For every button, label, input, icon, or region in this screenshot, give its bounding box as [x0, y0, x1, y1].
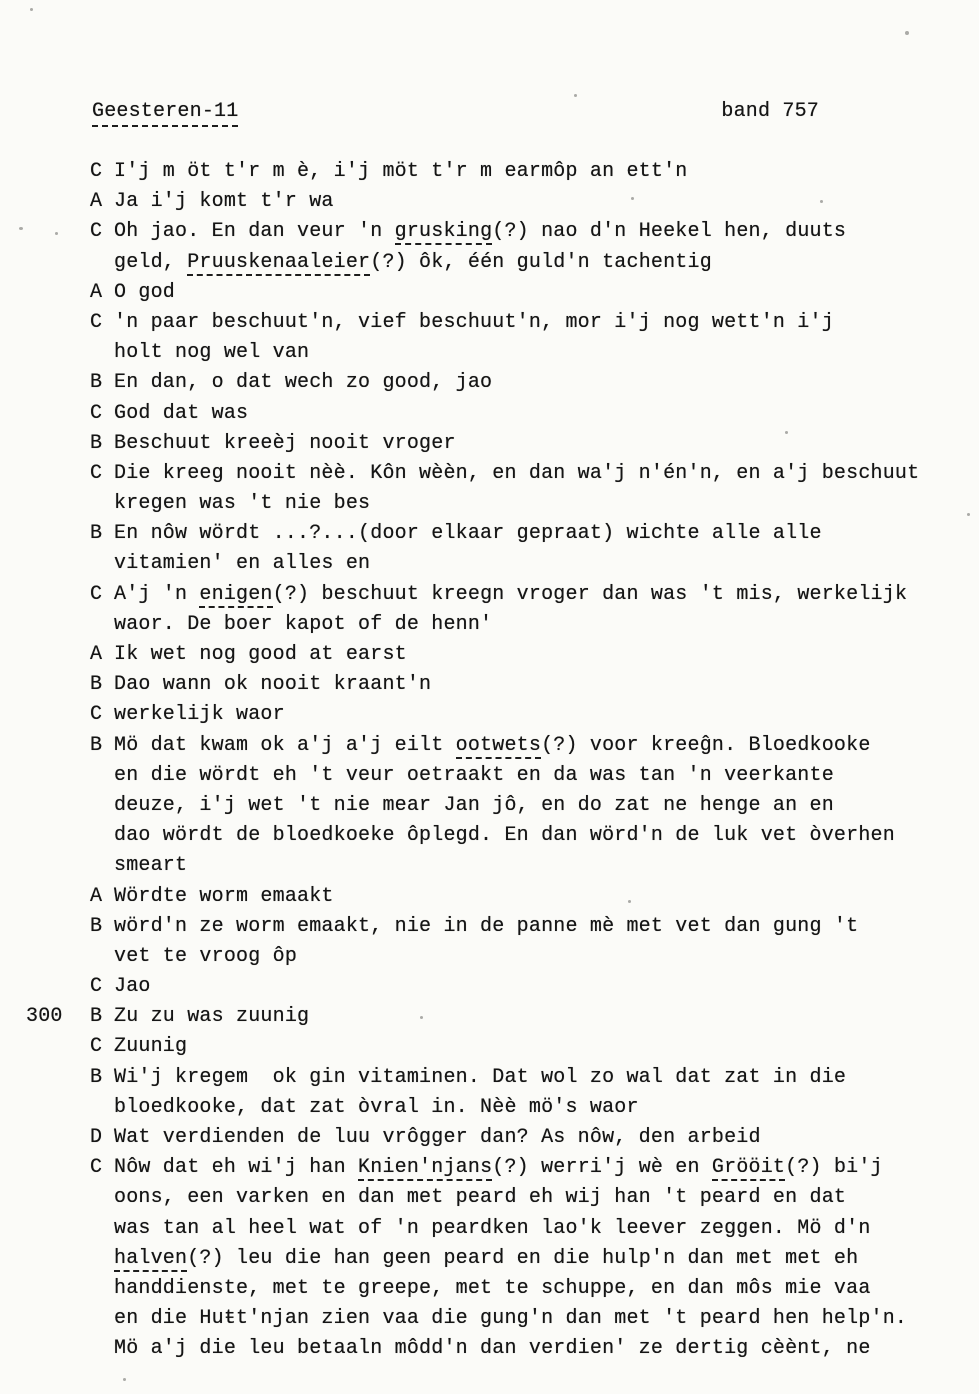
scan-speck	[30, 8, 33, 11]
line-text	[114, 824, 895, 847]
line-text	[114, 462, 919, 485]
text-segment: A'j 'n	[114, 582, 200, 606]
transcript-line	[90, 761, 959, 791]
text-segment: waor. De boer kapot of de henn'	[114, 612, 493, 636]
text-segment: Zuunig	[114, 1035, 188, 1059]
transcript-line	[90, 1032, 959, 1062]
text-segment: werkelijk waor	[114, 703, 285, 727]
line-text	[114, 281, 175, 304]
line-text	[114, 492, 370, 515]
transcript-line	[90, 1123, 959, 1153]
line-text	[114, 764, 834, 787]
text-segment: (?) bi'j	[785, 1156, 883, 1180]
speaker-label	[90, 549, 114, 579]
line-text	[114, 160, 688, 183]
text-segment: geld,	[114, 250, 188, 274]
transcript-line	[26, 1002, 959, 1032]
document-title: Geesteren-11	[92, 100, 238, 127]
scan-speck	[820, 200, 823, 203]
transcript-line	[90, 731, 959, 761]
text-segment: holt nog wel van	[114, 341, 310, 365]
speaker-label	[90, 851, 114, 881]
speaker-label: C	[90, 703, 103, 727]
text-segment: God dat was	[114, 401, 249, 425]
line-text	[114, 1186, 846, 1209]
text-segment: (?) leu die han geen peard en die hulp'n dan met met eh	[187, 1246, 859, 1270]
line-text	[114, 1307, 907, 1330]
line-text	[114, 1035, 187, 1058]
transcript-line	[90, 942, 959, 972]
text-segment: Zu zu was zuunig	[114, 1005, 310, 1029]
line-text	[114, 1156, 883, 1181]
questioned-word: ootwets	[455, 733, 542, 757]
questioned-word: Knien'njans	[358, 1156, 493, 1180]
line-text	[114, 552, 370, 575]
transcript-line	[90, 821, 959, 851]
scan-speck	[123, 1378, 126, 1381]
line-text	[114, 220, 846, 245]
text-segment: Wördte worm emaakt	[114, 884, 334, 908]
transcript-line	[90, 700, 959, 730]
line-text	[114, 673, 431, 696]
transcript-line	[90, 851, 959, 881]
line-text	[114, 915, 858, 938]
transcript-line	[90, 1274, 959, 1304]
text-segment: en die Huŧt'njan zien vaa die gung'n dan met 't peard hen help'n.	[114, 1307, 908, 1331]
line-text	[114, 734, 871, 759]
transcript-line	[90, 368, 959, 398]
speaker-label: B	[90, 1005, 103, 1029]
scan-speck	[628, 900, 631, 903]
speaker-label: B	[90, 673, 103, 697]
questioned-word: grusking	[394, 220, 493, 244]
speaker-label	[90, 1214, 114, 1244]
transcript-line	[90, 1183, 959, 1213]
speaker-label: B	[90, 522, 103, 546]
text-segment: dao wördt de bloedkoeke ôplegd. En dan wörd'n de luk vet òverhen	[114, 824, 895, 848]
text-segment: deuze, i'j wet 't nie mear Jan jô, en do zat ne henge an en	[114, 793, 834, 817]
speaker-label	[90, 761, 114, 791]
transcript-line	[90, 972, 959, 1002]
speaker-label	[90, 1093, 114, 1123]
line-text	[114, 703, 285, 726]
transcript-line	[90, 882, 959, 912]
transcript-line	[90, 549, 959, 579]
scan-speck	[785, 431, 788, 434]
speaker-label: C	[90, 160, 103, 183]
line-text	[114, 1337, 871, 1360]
speaker-label: C	[90, 461, 103, 485]
speaker-label: C	[90, 1035, 103, 1059]
speaker-label: C	[90, 975, 103, 999]
line-text	[114, 371, 492, 394]
text-segment: Wat verdienden de luu vrôgger dan? As nôw, den arbeid	[114, 1126, 761, 1149]
speaker-label	[90, 1183, 114, 1213]
questioned-word: Grööit	[711, 1156, 786, 1180]
text-segment: wörd'n ze worm emaakt, nie in de panne mè met vet dan gung 't	[114, 914, 859, 938]
text-segment: I'j m öt t'r m è, i'j möt t'r m earmôp an ett'n	[114, 160, 688, 183]
transcript-line	[90, 580, 959, 610]
text-segment: Die kreeg nooit nèè. Kôn wèèn, en dan wa'j n'én'n, en a'j beschuut	[114, 461, 920, 485]
text-segment: smeart	[114, 854, 188, 878]
transcript-line	[90, 670, 959, 700]
band-number: band 757	[721, 100, 819, 123]
line-text	[114, 402, 248, 425]
text-segment: Jao	[114, 975, 151, 999]
text-segment: Mö dat kwam ok a'j a'j eilt	[114, 733, 456, 757]
speaker-label	[90, 489, 114, 519]
text-segment: (?) werri'j wè en	[492, 1156, 712, 1180]
text-segment: oons, een varken en dan met peard eh wij han 't peard en dat	[114, 1186, 847, 1210]
questioned-word: halven	[114, 1246, 188, 1270]
speaker-label: B	[90, 1065, 103, 1089]
scan-speck	[631, 197, 634, 200]
speaker-label: A	[90, 884, 103, 908]
text-segment: (?) voor kreeĝn. Bloedkooke	[541, 733, 871, 757]
line-text	[114, 1126, 761, 1149]
speaker-label: C	[90, 582, 103, 606]
speaker-label: A	[90, 280, 103, 304]
text-segment: (?) beschuut kreegn vroger dan was 't mis, werkelijk	[272, 582, 908, 606]
text-segment: en die wördt eh 't veur oetraakt en da was tan 'n veerkante	[114, 763, 834, 787]
speaker-label: A	[90, 190, 103, 214]
transcript-line	[90, 429, 959, 459]
speaker-label	[90, 791, 114, 821]
text-segment: was tan al heel wat of 'n peardken lao'k leever zeggen. Mö d'n	[114, 1216, 871, 1240]
speaker-label	[90, 821, 114, 851]
transcript-line	[90, 399, 959, 429]
transcript	[26, 157, 959, 1365]
speaker-label: C	[90, 401, 103, 425]
text-segment: En dan, o dat wech zo good, jao	[114, 371, 493, 395]
margin-line-number: 300	[26, 1005, 63, 1029]
transcript-line	[90, 912, 959, 942]
text-segment: Beschuut kreeèj nooit vroger	[114, 431, 456, 455]
speaker-label: C	[90, 220, 103, 244]
transcript-line	[90, 610, 959, 640]
scan-speck	[574, 94, 577, 97]
transcript-line	[90, 278, 959, 308]
scan-speck	[905, 31, 909, 35]
line-text	[114, 522, 822, 545]
line-text	[114, 1005, 309, 1028]
transcript-line	[90, 217, 959, 247]
line-text	[114, 432, 456, 455]
line-text	[114, 945, 297, 968]
scan-speck	[420, 1016, 423, 1019]
speaker-label: B	[90, 733, 103, 757]
text-segment: 'n paar beschuut'n, vief beschuut'n, mor i'j nog wett'n i'j	[114, 310, 834, 334]
line-text	[114, 583, 907, 608]
transcript-line	[90, 1063, 959, 1093]
speaker-label: D	[90, 1126, 103, 1149]
line-text	[114, 251, 712, 276]
text-segment: (?) ôk, één guld'n tachentig	[370, 250, 712, 274]
line-text	[114, 1066, 846, 1089]
text-segment: (?) nao d'n Heekel hen, duuts	[492, 220, 847, 244]
text-segment: Wi'j kregem ok gin vitaminen. Dat wol zo wal dat zat in die	[114, 1065, 847, 1089]
line-text	[114, 1217, 871, 1240]
line-text	[114, 1277, 871, 1300]
transcript-line	[90, 489, 959, 519]
transcript-line	[90, 187, 959, 217]
transcript-line	[90, 308, 959, 338]
text-segment: kregen was 't nie bes	[114, 492, 371, 516]
speaker-label	[90, 248, 114, 278]
page-header	[92, 100, 819, 127]
line-text	[114, 311, 834, 334]
speaker-label	[90, 610, 114, 640]
speaker-label	[90, 1304, 114, 1334]
scan-speck	[55, 232, 58, 235]
text-segment: Ik wet nog good at earst	[114, 643, 407, 666]
transcript-line	[90, 519, 959, 549]
transcript-line	[90, 791, 959, 821]
transcript-line	[90, 1244, 959, 1274]
line-text	[114, 794, 834, 817]
transcript-line	[90, 1093, 959, 1123]
text-segment: Nôw dat eh wi'j han	[114, 1156, 359, 1180]
line-text	[114, 1096, 639, 1119]
text-segment: Oh jao. En dan veur 'n	[114, 220, 395, 244]
line-text	[114, 854, 187, 877]
text-segment: O god	[114, 280, 176, 304]
transcript-line	[90, 157, 959, 187]
scan-speck	[19, 227, 23, 230]
transcript-line	[90, 1334, 959, 1364]
transcript-line	[90, 459, 959, 489]
transcript-line	[90, 1304, 959, 1334]
transcript-line	[90, 640, 959, 670]
text-segment: En nôw wördt ...?...(door elkaar gepraat) wichte alle alle	[114, 522, 822, 546]
speaker-label: C	[90, 310, 103, 334]
speaker-label	[90, 1334, 114, 1364]
speaker-label	[90, 1274, 114, 1304]
speaker-label	[90, 338, 114, 368]
transcript-line	[90, 1214, 959, 1244]
speaker-label: B	[90, 914, 103, 938]
questioned-word: Pruuskenaaleier	[187, 250, 371, 274]
text-segment: Ja i'j komt t'r wa	[114, 190, 334, 214]
text-segment: bloedkooke, dat zat òvral in. Nèè mö's waor	[114, 1095, 639, 1119]
transcript-line	[90, 338, 959, 368]
transcript-line	[90, 1153, 959, 1183]
text-segment: Mö a'j die leu betaaln môdd'n dan verdien' ze dertig cèènt, ne	[114, 1337, 871, 1361]
line-text	[114, 613, 492, 636]
scan-speck	[967, 513, 970, 516]
line-text	[114, 975, 151, 998]
line-text	[114, 190, 334, 213]
text-segment: handdienste, met te greepe, met te schuppe, en dan môs mie vaa	[114, 1276, 871, 1300]
text-segment: vitamien' en alles en	[114, 552, 371, 576]
line-text	[114, 643, 407, 666]
text-segment: Dao wann ok nooit kraant'n	[114, 673, 432, 697]
speaker-label	[90, 942, 114, 972]
speaker-label: B	[90, 371, 103, 395]
line-text	[114, 341, 309, 364]
line-text	[114, 885, 334, 908]
speaker-label: C	[90, 1156, 103, 1180]
transcript-line	[90, 248, 959, 278]
speaker-label: A	[90, 643, 103, 666]
speaker-label	[90, 1244, 114, 1274]
speaker-label: B	[90, 431, 103, 455]
text-segment: vet te vroog ôp	[114, 944, 298, 968]
questioned-word: enigen	[199, 582, 273, 606]
line-text	[114, 1247, 858, 1272]
